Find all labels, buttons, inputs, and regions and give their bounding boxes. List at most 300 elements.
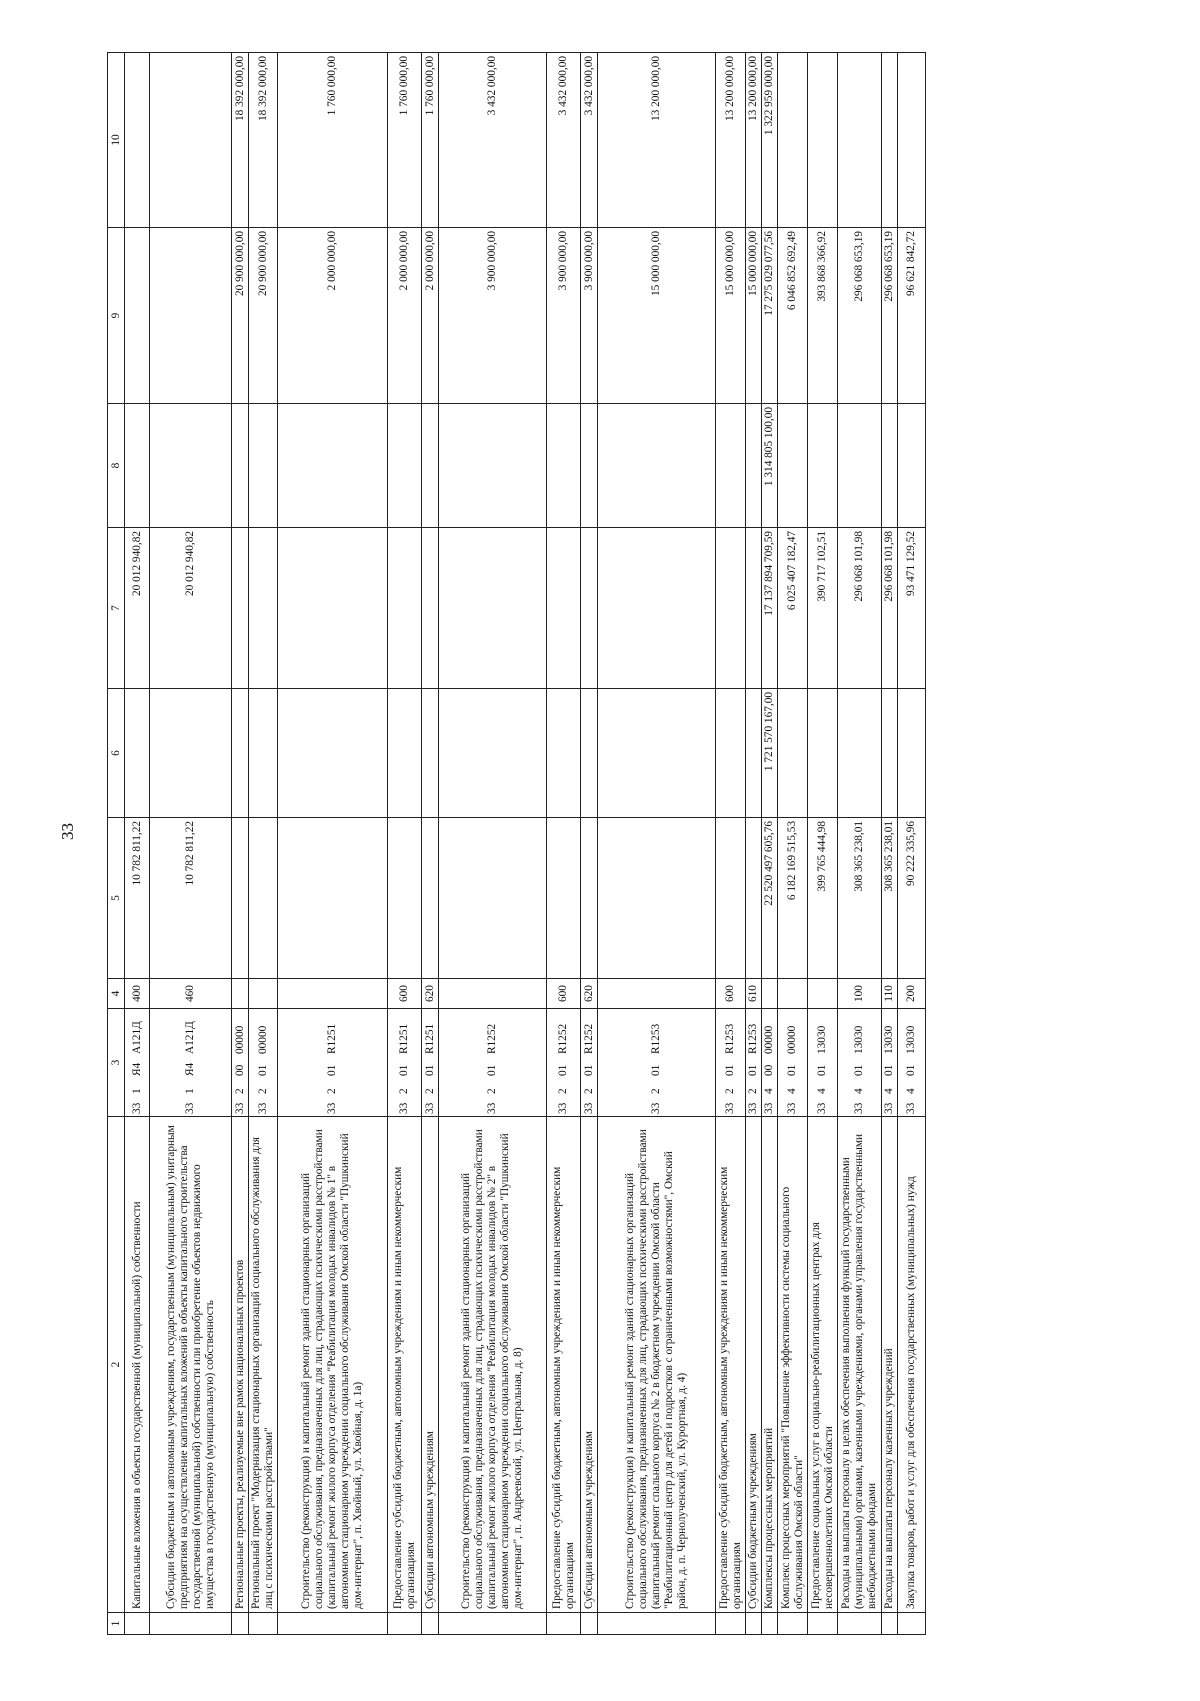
cell-expense-type bbox=[278, 979, 388, 1009]
cell-col-10: 18 392 000,00 bbox=[232, 53, 249, 228]
cell-col-1 bbox=[249, 1613, 278, 1635]
cell-col-6 bbox=[439, 689, 547, 818]
cell-col-5: 308 365 238,01 bbox=[882, 818, 898, 979]
code-part-3: 01 bbox=[256, 1064, 269, 1076]
cell-budget-code bbox=[882, 1009, 898, 1117]
cell-budget-code bbox=[422, 1009, 439, 1117]
cell-col-7 bbox=[598, 528, 716, 689]
cell-col-8 bbox=[422, 404, 439, 528]
column-header-6: 6 bbox=[108, 689, 125, 818]
cell-col-1 bbox=[439, 1613, 547, 1635]
cell-col-9: 393 868 366,92 bbox=[808, 228, 838, 404]
cell-col-5: 308 365 238,01 bbox=[838, 818, 882, 979]
cell-col-9: 296 068 653,19 bbox=[882, 228, 898, 404]
cell-expense-type: 600 bbox=[716, 979, 746, 1009]
column-header-2: 2 bbox=[108, 1117, 125, 1613]
cell-col-6 bbox=[778, 689, 808, 818]
cell-col-10 bbox=[778, 53, 808, 228]
cell-col-5 bbox=[232, 818, 249, 979]
cell-item-name: Комплекс процессных мероприятий "Повышение эффективности системы социального обслуживания Омской области" bbox=[778, 1117, 808, 1613]
cell-col-5: 10 782 811,22 bbox=[125, 818, 150, 979]
cell-col-10: 13 200 000,00 bbox=[598, 53, 716, 228]
cell-col-7: 6 025 407 182,47 bbox=[778, 528, 808, 689]
cell-col-5: 10 782 811,22 bbox=[150, 818, 232, 979]
cell-col-5 bbox=[581, 818, 598, 979]
cell-expense-type bbox=[439, 979, 547, 1009]
cell-col-8: 1 314 805 100,00 bbox=[762, 404, 778, 528]
cell-col-10: 3 432 000,00 bbox=[547, 53, 581, 228]
code-part-3: 01 bbox=[816, 1064, 828, 1076]
cell-col-9: 296 068 653,19 bbox=[838, 228, 882, 404]
cell-col-7: 296 068 101,98 bbox=[838, 528, 882, 689]
code-part-2: 4 bbox=[816, 1088, 828, 1094]
code-part-1: 33 bbox=[256, 1102, 269, 1114]
cell-expense-type bbox=[808, 979, 838, 1009]
cell-col-5 bbox=[598, 818, 716, 979]
code-part-4: 00000 bbox=[786, 1025, 798, 1054]
cell-col-5: 6 182 169 515,53 bbox=[778, 818, 808, 979]
cell-col-9: 3 900 000,00 bbox=[439, 228, 547, 404]
cell-budget-code bbox=[388, 1009, 422, 1117]
code-part-1: 33 bbox=[853, 1102, 865, 1114]
cell-col-7 bbox=[422, 528, 439, 689]
cell-col-8 bbox=[838, 404, 882, 528]
cell-col-5 bbox=[746, 818, 762, 979]
table-row bbox=[232, 53, 249, 1635]
table-row bbox=[762, 53, 778, 1635]
cell-col-6 bbox=[232, 689, 249, 818]
cell-budget-code bbox=[762, 1009, 778, 1117]
code-part-4: R1253 bbox=[747, 1023, 759, 1054]
code-part-2: 4 bbox=[905, 1088, 917, 1094]
cell-expense-type bbox=[778, 979, 808, 1009]
column-header-4: 4 bbox=[108, 979, 125, 1009]
cell-item-name: Предоставление субсидий бюджетным, автономным учреждениям и иным некоммерческим организациям bbox=[547, 1117, 581, 1613]
cell-col-9: 15 000 000,00 bbox=[716, 228, 746, 404]
code-part-3: 01 bbox=[905, 1064, 917, 1076]
cell-expense-type: 620 bbox=[581, 979, 598, 1009]
code-part-3: 01 bbox=[326, 1064, 338, 1076]
code-part-1: 33 bbox=[650, 1102, 662, 1114]
cell-col-1 bbox=[581, 1613, 598, 1635]
cell-col-6 bbox=[388, 689, 422, 818]
cell-col-8 bbox=[547, 404, 581, 528]
code-part-3: 01 bbox=[486, 1064, 498, 1076]
cell-col-8 bbox=[778, 404, 808, 528]
table-row bbox=[882, 53, 898, 1635]
cell-item-name: Предоставление субсидий бюджетным, автономным учреждениям и иным некоммерческим организациям bbox=[716, 1117, 746, 1613]
table-row bbox=[278, 53, 388, 1635]
code-part-2: 2 bbox=[423, 1088, 436, 1094]
table-row bbox=[581, 53, 598, 1635]
cell-expense-type bbox=[598, 979, 716, 1009]
cell-col-5 bbox=[716, 818, 746, 979]
code-part-4: R1251 bbox=[398, 1023, 410, 1054]
code-part-1: 33 bbox=[883, 1102, 895, 1114]
cell-col-10: 13 200 000,00 bbox=[716, 53, 746, 228]
cell-col-10: 1 760 000,00 bbox=[422, 53, 439, 228]
code-part-4: 00000 bbox=[256, 1025, 269, 1054]
cell-col-6 bbox=[249, 689, 278, 818]
cell-col-1 bbox=[278, 1613, 388, 1635]
code-part-1: 33 bbox=[816, 1102, 828, 1114]
code-part-2: 2 bbox=[398, 1088, 410, 1094]
cell-col-10 bbox=[150, 53, 232, 228]
cell-col-6 bbox=[808, 689, 838, 818]
cell-col-5 bbox=[547, 818, 581, 979]
cell-item-name: Закупка товаров, работ и услуг для обеспечения государственных (муниципальных) нужд bbox=[898, 1117, 926, 1613]
cell-item-name: Региональный проект "Модернизация стационарных организаций социального обслуживания для лиц с психическими расстройствами" bbox=[249, 1117, 278, 1613]
cell-col-6 bbox=[150, 689, 232, 818]
cell-col-8 bbox=[125, 404, 150, 528]
cell-budget-code bbox=[778, 1009, 808, 1117]
cell-expense-type: 110 bbox=[882, 979, 898, 1009]
cell-col-10: 1 760 000,00 bbox=[388, 53, 422, 228]
code-part-2: 2 bbox=[326, 1088, 338, 1094]
cell-col-8 bbox=[388, 404, 422, 528]
code-part-4: А121Д bbox=[130, 1021, 143, 1054]
cell-col-8 bbox=[249, 404, 278, 528]
cell-item-name: Предоставление субсидий бюджетным, автономным учреждениям и иным некоммерческим организациям bbox=[388, 1117, 422, 1613]
cell-col-9: 2 000 000,00 bbox=[422, 228, 439, 404]
code-part-3: 01 bbox=[786, 1064, 798, 1076]
code-part-4: R1253 bbox=[724, 1023, 736, 1054]
code-part-1: 33 bbox=[423, 1102, 436, 1114]
code-part-3: 01 bbox=[398, 1064, 410, 1076]
page-number: 33 bbox=[58, 823, 77, 840]
code-part-3: 01 bbox=[724, 1064, 736, 1076]
cell-col-7: 296 068 101,98 bbox=[882, 528, 898, 689]
cell-col-1 bbox=[388, 1613, 422, 1635]
table-row bbox=[422, 53, 439, 1635]
code-part-1: 33 bbox=[326, 1102, 338, 1114]
code-part-2: 4 bbox=[763, 1088, 775, 1094]
cell-col-6 bbox=[598, 689, 716, 818]
table-row bbox=[249, 53, 278, 1635]
cell-col-7 bbox=[232, 528, 249, 689]
cell-budget-code bbox=[125, 1009, 150, 1117]
cell-col-7: 17 137 894 709,59 bbox=[762, 528, 778, 689]
code-part-2: 2 bbox=[650, 1088, 662, 1094]
cell-col-9: 6 046 852 692,49 bbox=[778, 228, 808, 404]
cell-expense-type: 460 bbox=[150, 979, 232, 1009]
cell-col-7 bbox=[746, 528, 762, 689]
cell-item-name: Субсидии автономным учреждениям bbox=[422, 1117, 439, 1613]
cell-budget-code bbox=[898, 1009, 926, 1117]
cell-col-7 bbox=[388, 528, 422, 689]
code-part-4: А121Д bbox=[184, 1021, 196, 1054]
cell-col-10 bbox=[808, 53, 838, 228]
code-part-4: 00000 bbox=[763, 1025, 775, 1054]
cell-col-6 bbox=[547, 689, 581, 818]
cell-budget-code bbox=[808, 1009, 838, 1117]
cell-col-7 bbox=[249, 528, 278, 689]
code-part-3: 01 bbox=[853, 1064, 865, 1076]
cell-expense-type: 100 bbox=[838, 979, 882, 1009]
cell-col-6 bbox=[581, 689, 598, 818]
cell-budget-code bbox=[746, 1009, 762, 1117]
cell-item-name: Комплексы процессных мероприятий bbox=[762, 1117, 778, 1613]
cell-budget-code bbox=[598, 1009, 716, 1117]
cell-col-1 bbox=[762, 1613, 778, 1635]
column-header-5: 5 bbox=[108, 818, 125, 979]
code-part-2: 1 bbox=[184, 1088, 196, 1094]
cell-col-5 bbox=[388, 818, 422, 979]
column-header-10: 10 bbox=[108, 53, 125, 228]
cell-expense-type: 610 bbox=[746, 979, 762, 1009]
cell-col-1 bbox=[150, 1613, 232, 1635]
cell-col-9: 17 275 029 077,56 bbox=[762, 228, 778, 404]
table-row bbox=[808, 53, 838, 1635]
cell-col-1 bbox=[838, 1613, 882, 1635]
cell-col-6 bbox=[898, 689, 926, 818]
cell-col-8 bbox=[232, 404, 249, 528]
cell-expense-type bbox=[232, 979, 249, 1009]
code-part-4: R1253 bbox=[650, 1023, 662, 1054]
table-body bbox=[125, 53, 926, 1635]
code-part-4: R1252 bbox=[557, 1023, 569, 1054]
code-part-2: 4 bbox=[786, 1088, 798, 1094]
column-header-7: 7 bbox=[108, 528, 125, 689]
cell-item-name: Расходы на выплаты персоналу казенных учреждений bbox=[882, 1117, 898, 1613]
cell-budget-code bbox=[278, 1009, 388, 1117]
cell-col-1 bbox=[808, 1613, 838, 1635]
cell-col-1 bbox=[882, 1613, 898, 1635]
cell-col-10: 1 322 959 000,00 bbox=[762, 53, 778, 228]
table-row bbox=[598, 53, 716, 1635]
cell-col-7 bbox=[547, 528, 581, 689]
budget-table bbox=[107, 52, 926, 1635]
cell-item-name: Строительство (реконструкция) и капитальный ремонт зданий стационарных организаций социального обслуживания, предназначенных для лиц, страдающих психическими расстройствами (капитальный ремонт жилого корпуса отделения "Реабилитация молодых инвалидов № 1" в автономном стационарном учреждении социального обслуживания Омской области "Пушкинский дом-интернат", п. Хвойный, ул. Хвойная, д. 1а) bbox=[278, 1117, 388, 1613]
cell-item-name: Расходы на выплаты персоналу в целях обеспечения выполнения функций государственными (муниципальными) органами, казенными учреждениями, органами управления государственными внебюджетными фондами bbox=[838, 1117, 882, 1613]
code-part-1: 33 bbox=[724, 1102, 736, 1114]
code-part-1: 33 bbox=[582, 1102, 595, 1114]
cell-budget-code bbox=[232, 1009, 249, 1117]
cell-col-1 bbox=[898, 1613, 926, 1635]
cell-col-7 bbox=[581, 528, 598, 689]
cell-expense-type: 200 bbox=[898, 979, 926, 1009]
cell-col-8 bbox=[278, 404, 388, 528]
table-row bbox=[778, 53, 808, 1635]
cell-col-8 bbox=[898, 404, 926, 528]
code-part-2: 2 bbox=[557, 1088, 569, 1094]
code-part-1: 33 bbox=[763, 1102, 775, 1114]
cell-col-9: 2 000 000,00 bbox=[388, 228, 422, 404]
cell-col-10: 3 432 000,00 bbox=[439, 53, 547, 228]
code-part-3: 00 bbox=[763, 1064, 775, 1076]
cell-col-8 bbox=[716, 404, 746, 528]
cell-col-9: 2 000 000,00 bbox=[278, 228, 388, 404]
table-row bbox=[150, 53, 232, 1635]
cell-col-10 bbox=[898, 53, 926, 228]
code-part-4: R1252 bbox=[582, 1023, 595, 1054]
table-row bbox=[388, 53, 422, 1635]
cell-col-5 bbox=[422, 818, 439, 979]
code-part-1: 33 bbox=[130, 1102, 143, 1114]
cell-col-5: 399 765 444,98 bbox=[808, 818, 838, 979]
cell-budget-code bbox=[150, 1009, 232, 1117]
cell-col-7: 20 012 940,82 bbox=[125, 528, 150, 689]
cell-col-7 bbox=[716, 528, 746, 689]
column-header-8: 8 bbox=[108, 404, 125, 528]
cell-item-name: Субсидии бюджетным и автономным учреждениям, государственным (муниципальным) унитарным предприятиям на осуществление капитальных вложений в объекты капитального строительства государственной (муниципальной) собственности или приобретение объектов недвижимого имущества в государственную (муниципальную) собственность bbox=[150, 1117, 232, 1613]
cell-item-name: Предоставление социальных услуг в социально-реабилитационных центрах для несовершеннолетних Омской области bbox=[808, 1117, 838, 1613]
cell-budget-code bbox=[716, 1009, 746, 1117]
cell-col-10 bbox=[125, 53, 150, 228]
code-part-1: 33 bbox=[557, 1102, 569, 1114]
cell-item-name: Субсидии автономным учреждениям bbox=[581, 1117, 598, 1613]
cell-col-9: 15 000 000,00 bbox=[598, 228, 716, 404]
cell-col-8 bbox=[581, 404, 598, 528]
cell-col-1 bbox=[547, 1613, 581, 1635]
cell-col-5: 90 222 335,96 bbox=[898, 818, 926, 979]
table-row bbox=[746, 53, 762, 1635]
code-part-4: 13030 bbox=[905, 1025, 917, 1054]
cell-col-6 bbox=[716, 689, 746, 818]
cell-expense-type bbox=[762, 979, 778, 1009]
cell-col-5 bbox=[249, 818, 278, 979]
column-header-1: 1 bbox=[108, 1613, 125, 1635]
cell-col-7 bbox=[439, 528, 547, 689]
code-part-2: 2 bbox=[724, 1088, 736, 1094]
cell-col-7: 390 717 102,51 bbox=[808, 528, 838, 689]
code-part-4: 13030 bbox=[883, 1025, 895, 1054]
code-part-3: 01 bbox=[650, 1064, 662, 1076]
code-part-4: R1251 bbox=[423, 1023, 436, 1054]
cell-col-6 bbox=[746, 689, 762, 818]
cell-budget-code bbox=[439, 1009, 547, 1117]
cell-expense-type: 600 bbox=[388, 979, 422, 1009]
code-part-3: 00 bbox=[233, 1064, 246, 1076]
table-row bbox=[716, 53, 746, 1635]
cell-item-name: Строительство (реконструкция) и капитальный ремонт зданий стационарных организаций социального обслуживания, предназначенных для лиц, страдающих психическими расстройствами (капитальный ремонт жилого корпуса отделения "Реабилитация молодых инвалидов № 2" в автономном стационарном учреждении социального обслуживания Омской области "Пушкинский дом-интернат", п. Андреевский, ул. Центральная, д. 8) bbox=[439, 1117, 547, 1613]
cell-col-10: 13 200 000,00 bbox=[746, 53, 762, 228]
code-part-1: 33 bbox=[747, 1102, 759, 1114]
code-part-1: 33 bbox=[233, 1102, 246, 1114]
code-part-1: 33 bbox=[184, 1102, 196, 1114]
cell-col-8 bbox=[150, 404, 232, 528]
cell-col-6 bbox=[422, 689, 439, 818]
cell-col-10: 18 392 000,00 bbox=[249, 53, 278, 228]
code-part-2: 2 bbox=[747, 1088, 759, 1094]
cell-col-1 bbox=[716, 1613, 746, 1635]
cell-col-9: 3 900 000,00 bbox=[581, 228, 598, 404]
code-part-1: 33 bbox=[486, 1102, 498, 1114]
cell-col-10: 1 760 000,00 bbox=[278, 53, 388, 228]
cell-col-10: 3 432 000,00 bbox=[581, 53, 598, 228]
cell-col-10 bbox=[882, 53, 898, 228]
cell-budget-code bbox=[581, 1009, 598, 1117]
column-header-9: 9 bbox=[108, 228, 125, 404]
code-part-4: 13030 bbox=[853, 1025, 865, 1054]
code-part-3: Я4 bbox=[130, 1062, 143, 1076]
cell-col-8 bbox=[882, 404, 898, 528]
code-part-2: 4 bbox=[883, 1088, 895, 1094]
cell-col-9: 20 900 000,00 bbox=[232, 228, 249, 404]
cell-col-7: 20 012 940,82 bbox=[150, 528, 232, 689]
cell-budget-code bbox=[249, 1009, 278, 1117]
cell-col-5 bbox=[439, 818, 547, 979]
code-part-2: 2 bbox=[582, 1088, 595, 1094]
code-part-3: 01 bbox=[423, 1064, 436, 1076]
cell-col-8 bbox=[439, 404, 547, 528]
header-row bbox=[108, 53, 125, 1635]
cell-col-1 bbox=[778, 1613, 808, 1635]
cell-col-8 bbox=[746, 404, 762, 528]
code-part-3: Я4 bbox=[184, 1062, 196, 1076]
rotated-table-wrapper bbox=[107, 53, 926, 1635]
cell-col-1 bbox=[125, 1613, 150, 1635]
cell-item-name: Региональные проекты, реализуемые вне рамок национальных проектов bbox=[232, 1117, 249, 1613]
code-part-1: 33 bbox=[786, 1102, 798, 1114]
table-row bbox=[547, 53, 581, 1635]
cell-col-5: 22 520 497 605,76 bbox=[762, 818, 778, 979]
cell-item-name: Капитальные вложения в объекты государственной (муниципальной) собственности bbox=[125, 1117, 150, 1613]
cell-col-9: 96 621 842,72 bbox=[898, 228, 926, 404]
table-row bbox=[838, 53, 882, 1635]
code-part-4: 00000 bbox=[233, 1025, 246, 1054]
cell-budget-code bbox=[838, 1009, 882, 1117]
cell-expense-type bbox=[249, 979, 278, 1009]
cell-col-6 bbox=[125, 689, 150, 818]
cell-col-10 bbox=[838, 53, 882, 228]
cell-col-9 bbox=[150, 228, 232, 404]
cell-col-6: 1 721 570 167,00 bbox=[762, 689, 778, 818]
cell-expense-type: 400 bbox=[125, 979, 150, 1009]
cell-expense-type: 600 bbox=[547, 979, 581, 1009]
code-part-3: 01 bbox=[582, 1064, 595, 1076]
code-part-4: R1251 bbox=[326, 1023, 338, 1054]
code-part-3: 01 bbox=[747, 1064, 759, 1076]
column-header-3: 3 bbox=[108, 1009, 125, 1117]
code-part-1: 33 bbox=[398, 1102, 410, 1114]
cell-col-6 bbox=[278, 689, 388, 818]
cell-item-name: Строительство (реконструкция) и капитальный ремонт зданий стационарных организаций социального обслуживания, предназначенных для лиц, страдающих психическими расстройствами (капитальный ремонт спального корпуса № 2 в бюджетном учреждении Омской области "Реабилитационный центр для детей и подростков с ограниченными возможностями", Омский район, д. п. Чернолученский, ул. Курортная, д. 4) bbox=[598, 1117, 716, 1613]
code-part-2: 2 bbox=[486, 1088, 498, 1094]
code-part-4: 13030 bbox=[816, 1025, 828, 1054]
cell-col-9 bbox=[125, 228, 150, 404]
cell-col-9: 20 900 000,00 bbox=[249, 228, 278, 404]
cell-col-8 bbox=[598, 404, 716, 528]
cell-col-5 bbox=[278, 818, 388, 979]
table-row bbox=[898, 53, 926, 1635]
cell-budget-code bbox=[547, 1009, 581, 1117]
table-row bbox=[125, 53, 150, 1635]
cell-col-1 bbox=[598, 1613, 716, 1635]
cell-col-1 bbox=[746, 1613, 762, 1635]
cell-expense-type: 620 bbox=[422, 979, 439, 1009]
code-part-2: 2 bbox=[256, 1088, 269, 1094]
cell-item-name: Субсидии бюджетным учреждениям bbox=[746, 1117, 762, 1613]
cell-col-1 bbox=[422, 1613, 439, 1635]
cell-col-7: 93 471 129,52 bbox=[898, 528, 926, 689]
code-part-2: 4 bbox=[853, 1088, 865, 1094]
cell-col-1 bbox=[232, 1613, 249, 1635]
table-row bbox=[439, 53, 547, 1635]
cell-col-8 bbox=[808, 404, 838, 528]
code-part-3: 01 bbox=[557, 1064, 569, 1076]
code-part-1: 33 bbox=[905, 1102, 917, 1114]
cell-col-9: 3 900 000,00 bbox=[547, 228, 581, 404]
cell-col-9: 15 000 000,00 bbox=[746, 228, 762, 404]
code-part-3: 01 bbox=[883, 1064, 895, 1076]
cell-col-6 bbox=[838, 689, 882, 818]
cell-col-7 bbox=[278, 528, 388, 689]
code-part-2: 2 bbox=[233, 1088, 246, 1094]
cell-col-6 bbox=[882, 689, 898, 818]
code-part-4: R1252 bbox=[486, 1023, 498, 1054]
code-part-2: 1 bbox=[130, 1088, 143, 1094]
